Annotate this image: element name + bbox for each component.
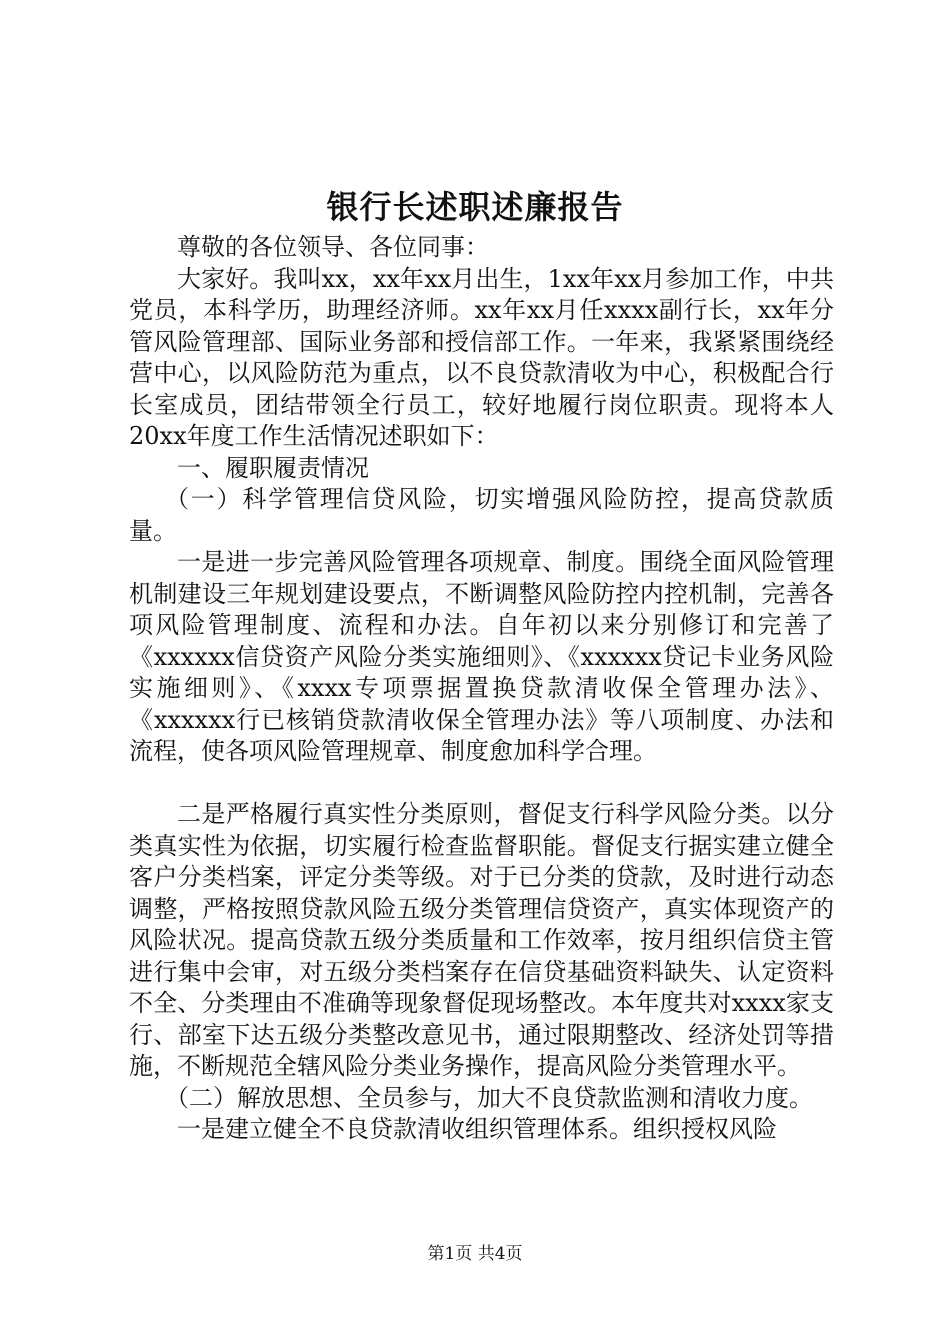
paragraph-item-3: 一是建立健全不良贷款清收组织管理体系。组织授权风险 bbox=[177, 1115, 777, 1143]
paragraph-item-2: 二是严格履行真实性分类原则，督促支行科学风险分类。以分类真实性为依据，切实履行检查监督职能。督促支行据实建立健全客户分类档案，评定分类等级。对于已分类的贷款，及时进行动态调整，严格按照贷款风险五级分类管理信贷资产，真实体现资产的风险状况。提高贷款五级分类质量和工作效率，按月组织信贷主管进行集中会审，对五级分类档案存在信贷基础资料缺失、认定资料不全、分类理由不准确等现象督促现场整改。本年度共对xxxx家支行、部室下达五级分类整改意见书，通过限期整改、经济处罚等措施，不断规范全辖风险分类业务操作，提高风险分类管理水平。 bbox=[129, 800, 834, 1080]
paragraph-item-1: 一是进一步完善风险管理各项规章、制度。围绕全面风险管理机制建设三年规划建设要点，不断调整风险防控内控机制，完善各项风险管理制度、流程和办法。自年初以来分别修订和完善了《xxxxxx信贷资产风险分类实施细则》、《xxxxxx贷记卡业务风险实施细则》、《xxxx专项票据置换贷款清收保全管理办法》、《xxxxxx行已核销贷款清收保全管理办法》等八项制度、办法和流程，使各项风险管理规章、制度愈加科学合理。 bbox=[129, 548, 834, 765]
document-body bbox=[129, 232, 834, 1146]
subsection-heading-2: （二）解放思想、全员参与，加大不良贷款监测和清收力度。 bbox=[165, 1083, 813, 1112]
page-number: 第1页 共4页 bbox=[427, 1244, 523, 1264]
paragraph-intro: 大家好。我叫xx，xx年xx月出生，1xx年xx月参加工作，中共党员，本科学历，助理经济师。xx年xx月任xxxx副行长，xx年分管风险管理部、国际业务部和授信部工作。一年来，我紧紧围绕经营中心，以风险防范为重点，以不良贷款清收为中心，积极配合行长室成员，团结带领全行员工，较好地履行岗位职责。现将本人20xx年度工作生活情况述职如下： bbox=[129, 264, 834, 450]
document-title: 银行长述职述廉报告 bbox=[326, 188, 624, 226]
section-heading-1: 一、履职履责情况 bbox=[177, 453, 369, 482]
salutation: 尊敬的各位领导、各位同事： bbox=[177, 233, 489, 261]
subsection-heading-1: （一）科学管理信贷风险，切实增强风险防控，提高贷款质量。 bbox=[129, 485, 834, 545]
